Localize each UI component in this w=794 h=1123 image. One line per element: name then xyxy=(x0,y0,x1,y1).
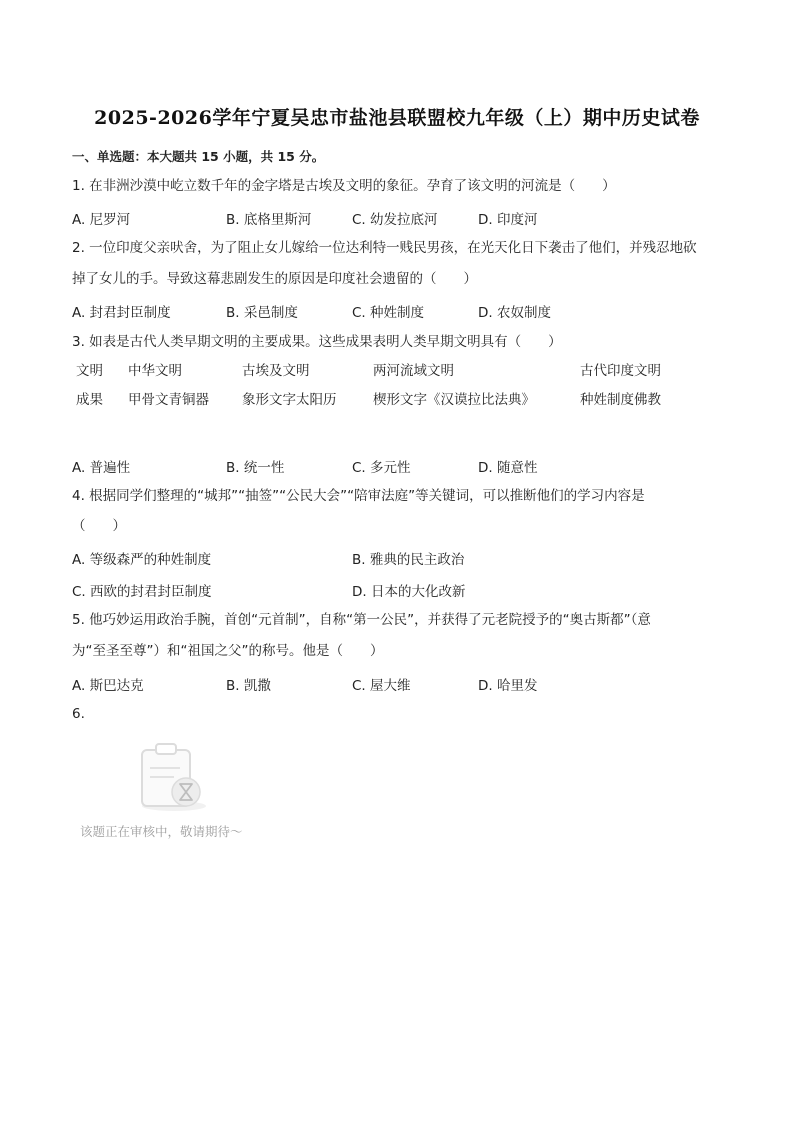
question-4-option-c: C. 西欧的封君封臣制度 xyxy=(72,584,212,600)
table-cell: 甲骨文青铜器 xyxy=(128,392,209,408)
table-cell: 成果 xyxy=(76,392,103,408)
question-1-option-c: C. 幼发拉底河 xyxy=(352,212,438,228)
question-5-option-a: A. 斯巴达克 xyxy=(72,678,144,694)
question-3-stem: 3. 如表是古代人类早期文明的主要成果。这些成果表明人类早期文明具有（ ） xyxy=(72,334,562,350)
question-3-option-d: D. 随意性 xyxy=(478,460,538,476)
question-3-option-a: A. 普遍性 xyxy=(72,460,131,476)
question-5-option-c: C. 屋大维 xyxy=(352,678,411,694)
table-cell: 楔形文字《汉谟拉比法典》 xyxy=(373,392,535,408)
question-4-stem-line-2: （ ） xyxy=(72,518,126,534)
table-header-cell: 文明 xyxy=(76,363,103,379)
question-5-option-b: B. 凯撒 xyxy=(226,678,271,694)
question-2-option-d: D. 农奴制度 xyxy=(478,305,551,321)
question-1-option-d: D. 印度河 xyxy=(478,212,538,228)
question-4-stem-line-1: 4. 根据同学们整理的“城邦”“抽签”“公民大会”“陪审法庭”等关键词，可以推断他们的学习内容是 xyxy=(72,488,645,504)
table-header-cell: 中华文明 xyxy=(128,363,182,379)
question-1-stem: 1. 在非洲沙漠中屹立数千年的金字塔是古埃及文明的象征。孕育了该文明的河流是（ ） xyxy=(72,178,616,194)
table-cell: 象形文字太阳历 xyxy=(242,392,337,408)
pending-review-note: 该题正在审核中，敬请期待～ xyxy=(80,824,243,839)
question-4-option-b: B. 雅典的民主政治 xyxy=(352,552,465,568)
question-2-option-a: A. 封君封臣制度 xyxy=(72,305,171,321)
table-header-cell: 古埃及文明 xyxy=(242,363,310,379)
question-2-stem-line-1: 2. 一位印度父亲吠舍，为了阻止女儿嫁给一位达利特一贱民男孩，在光天化日下袭击了他们，并残忍地砍 xyxy=(72,240,697,256)
question-1-option-a: A. 尼罗河 xyxy=(72,212,131,228)
question-4-option-d: D. 日本的大化改新 xyxy=(352,584,466,600)
question-2-option-c: C. 种姓制度 xyxy=(352,305,425,321)
question-5-option-d: D. 哈里发 xyxy=(478,678,538,694)
question-1-option-b: B. 底格里斯河 xyxy=(226,212,312,228)
table-header-cell: 两河流域文明 xyxy=(373,363,454,379)
exam-title: 2025-2026学年宁夏吴忠市盐池县联盟校九年级（上）期中历史试卷 xyxy=(94,107,700,129)
question-4-option-a: A. 等级森严的种姓制度 xyxy=(72,552,212,568)
table-header-cell: 古代印度文明 xyxy=(580,363,661,379)
question-3-option-b: B. 统一性 xyxy=(226,460,285,476)
question-3-option-c: C. 多元性 xyxy=(352,460,411,476)
clipboard-hourglass-icon xyxy=(130,740,208,812)
table-cell: 种姓制度佛教 xyxy=(580,392,661,408)
question-6-number: 6. xyxy=(72,706,85,722)
question-2-option-b: B. 采邑制度 xyxy=(226,305,298,321)
question-2-stem-line-2: 掉了女儿的手。导致这幕悲剧发生的原因是印度社会遗留的（ ） xyxy=(72,271,477,287)
question-5-stem-line-1: 5. 他巧妙运用政治手腕，首创“元首制”，自称“第一公民”，并获得了元老院授予的“奥古斯都”（意 xyxy=(72,612,651,628)
section-heading: 一、单选题：本大题共 15 小题，共 15 分。 xyxy=(72,149,325,164)
question-5-stem-line-2: 为“至圣至尊”）和“祖国之父”的称号。他是（ ） xyxy=(72,643,384,659)
